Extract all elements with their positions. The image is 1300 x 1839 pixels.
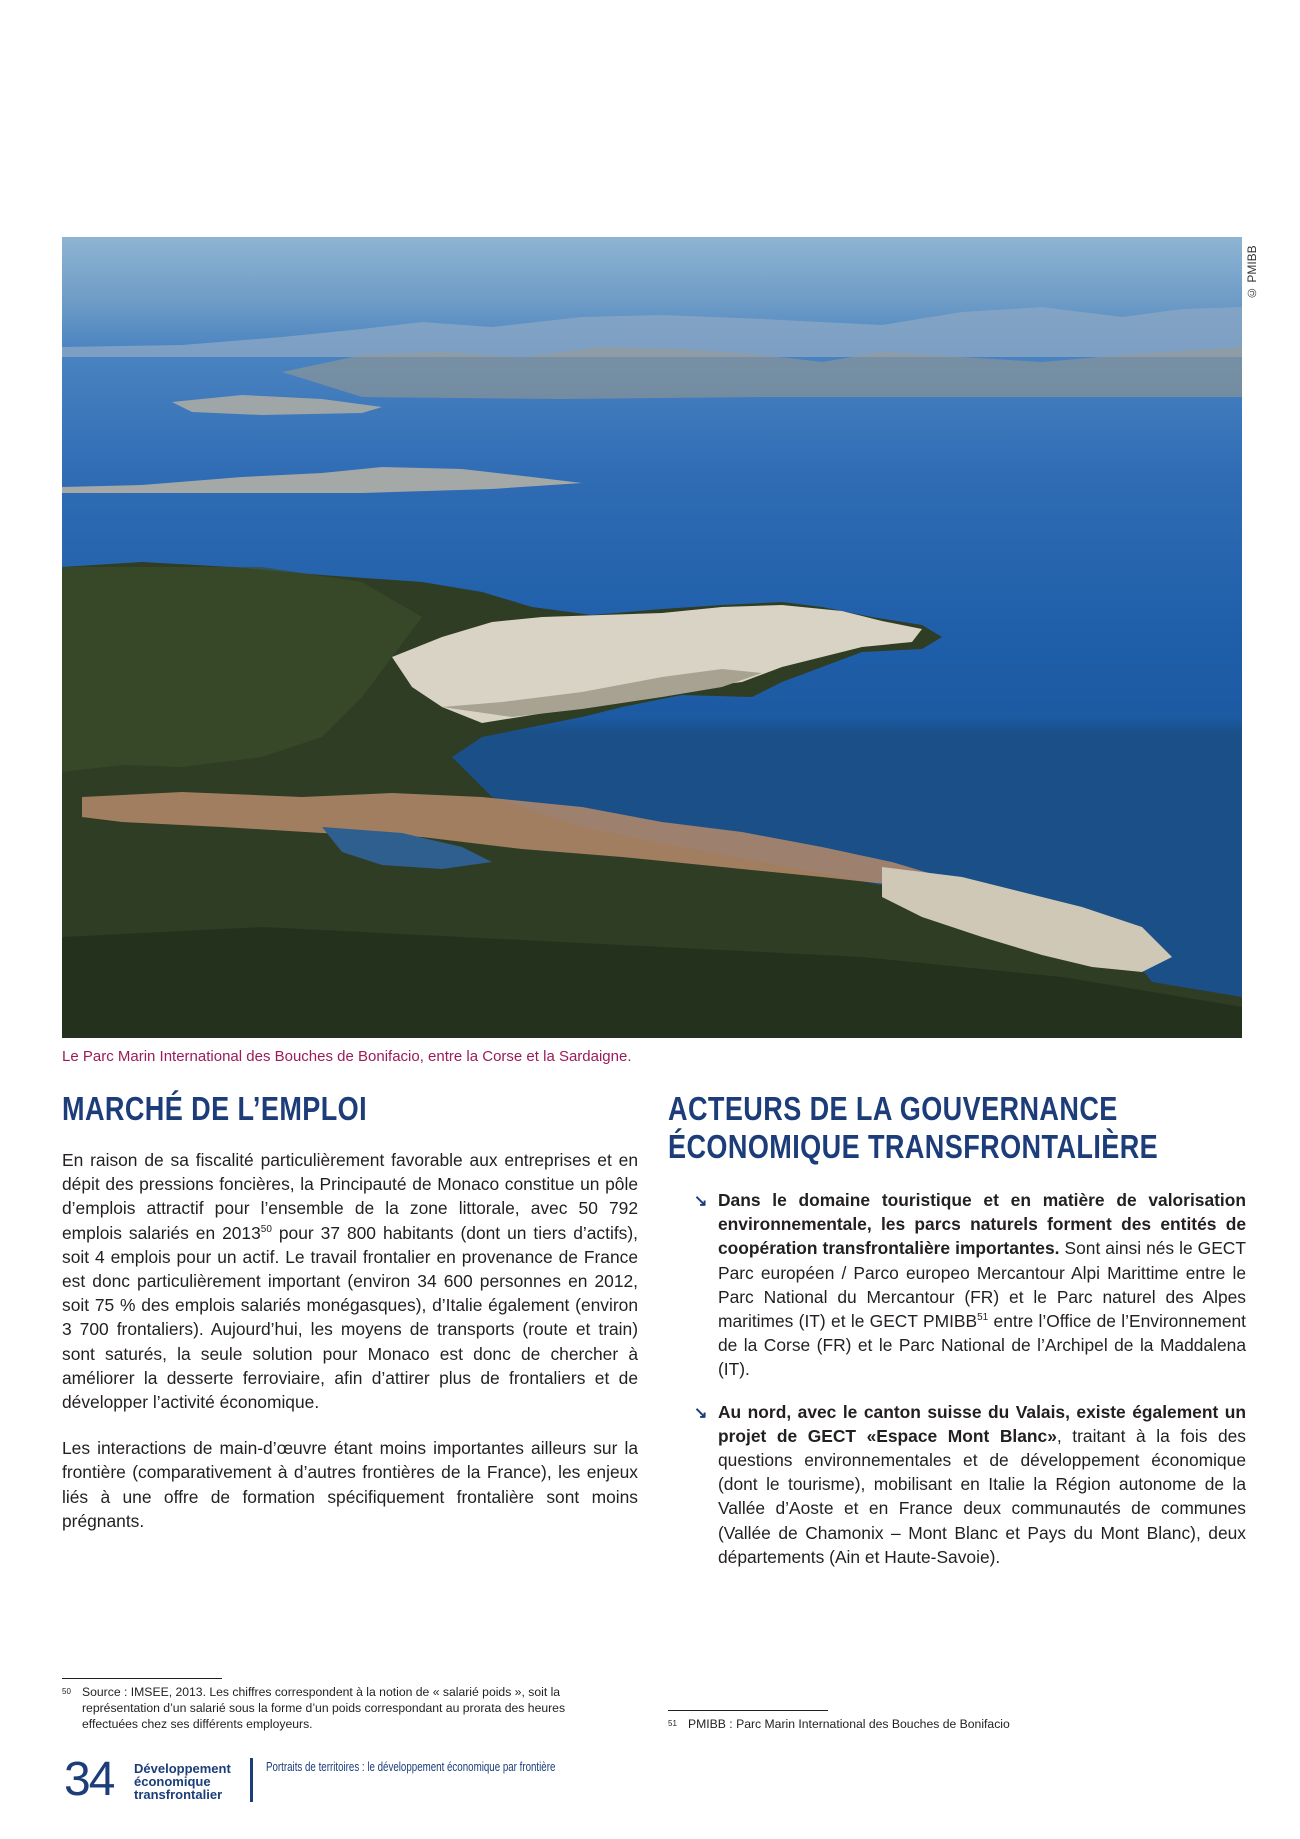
paragraph-emploi-1 xyxy=(62,1148,638,1414)
paragraph-text: pour 37 800 habitants (dont un tiers d’actifs), soit 4 emplois pour un actif. Le travail frontalier en provenance de France est donc particulièrement important (environ 34 600 personnes en 2012, soit 75 % des emplois salariés monégasques), d’Italie également (environ 3 700 frontaliers). Aujourd’hui, les moyens de transports (route et train) sont saturés, la seule solution pour Monaco est donc de chercher à améliorer la desserte ferroviaire, afin d’attirer plus de frontaliers et de développer l’activité économique. xyxy=(62,1222,638,1413)
bullet-bold-text: Au nord, avec le canton suisse du Valais, existe également un projet de GECT «Espace Mont Blanc» xyxy=(718,1401,1246,1446)
photo-credit: © PMIBB xyxy=(1245,245,1259,300)
footnote-number: 50 xyxy=(62,1687,71,1696)
bullet-text: entre l’Office de l’Environnement de la Corse (FR) et le Parc National de l’Archipel de la Maddalena (IT). xyxy=(718,1311,1246,1380)
section-heading-gouvernance xyxy=(668,1090,1159,1166)
heading-line: ACTEURS DE LA GOUVERNANCE xyxy=(668,1090,1118,1127)
bullet-item-mont-blanc xyxy=(668,1400,1246,1569)
heading-line: ÉCONOMIQUE TRANSFRONTALIÈRE xyxy=(668,1128,1159,1165)
publication-title-line: Développement xyxy=(134,1761,231,1776)
footnote-text: PMIBB : Parc Marin International des Bouches de Bonifacio xyxy=(688,1717,1010,1731)
publication-title xyxy=(134,1762,231,1801)
arrow-bullet-icon: ↘ xyxy=(694,1193,708,1210)
footer-separator xyxy=(250,1758,253,1802)
footnote-divider xyxy=(62,1678,222,1679)
paragraph-emploi-2: Les interactions de main-d’œuvre étant moins importantes ailleurs sur la frontière (comparativement à d’autres frontières de la France), les enjeux liés à une offre de formation spécifiquement frontalière sont moins prégnants. xyxy=(62,1438,638,1531)
footnote-divider xyxy=(668,1710,828,1711)
footnote-number: 51 xyxy=(668,1719,677,1728)
arrow-bullet-icon: ↘ xyxy=(694,1404,708,1422)
paragraph-text: En raison de sa fiscalité particulièrement favorable aux entreprises et en dépit des pressions foncières, la Principauté de Monaco constitue un pôle d’emplois attractif pour l’ensemble de la zone littorale, avec 50 792 emplois salariés en 2013 xyxy=(62,1150,638,1243)
publication-subtitle: Portraits de territoires : le développement économique par frontière xyxy=(266,1760,556,1774)
bullet-item-parcs xyxy=(668,1188,1246,1382)
page-number: 34 xyxy=(64,1753,114,1806)
aerial-photo xyxy=(62,237,1242,1038)
publication-title-line: économique xyxy=(134,1774,211,1789)
bullet-text: , traitant à la fois des questions environnementales et de développement économique (dont le tourisme), mobilisant en Italie la Région autonome de la Vallée d’Aoste et en France deux communautés de communes (Vallée de Chamonix – Mont Blanc et Pays du Mont Blanc), deux départements (Ain et Haute-Savoie). xyxy=(718,1425,1246,1567)
right-column xyxy=(668,1090,1246,1587)
left-column xyxy=(62,1090,638,1555)
bullet-bold-text: Dans le domaine touristique et en matière de valorisation environnementale, les parcs naturels forment des entités de coopération transfrontalière importantes. xyxy=(718,1190,1246,1259)
footnote-text: Source : IMSEE, 2013. Les chiffres correspondent à la notion de « salarié poids », soit la représentation d’un salarié sous la forme d’un poids correspondant au prorata des heures effectuées chez ses différents employeurs. xyxy=(82,1685,566,1731)
footnote-ref-51[interactable]: 51 xyxy=(977,1312,989,1324)
footnote-ref-50[interactable]: 50 xyxy=(260,1223,272,1235)
publication-title-line: transfrontalier xyxy=(134,1787,223,1802)
bullet-text: Sont ainsi nés le GECT Parc européen / Parco europeo Mercantour Alpi Marittime entre le Parc National du Mercantour (FR) et le Parc naturel des Alpes maritimes (IT) et le GECT PMIBB xyxy=(718,1238,1246,1332)
section-heading-emploi: MARCHÉ DE L’EMPLOI xyxy=(62,1090,368,1127)
footnote-51 xyxy=(668,1716,1228,1732)
footnote-50 xyxy=(62,1684,622,1732)
photo-caption: Le Parc Marin International des Bouches de Bonifacio, entre la Corse et la Sardaigne. xyxy=(62,1048,632,1065)
